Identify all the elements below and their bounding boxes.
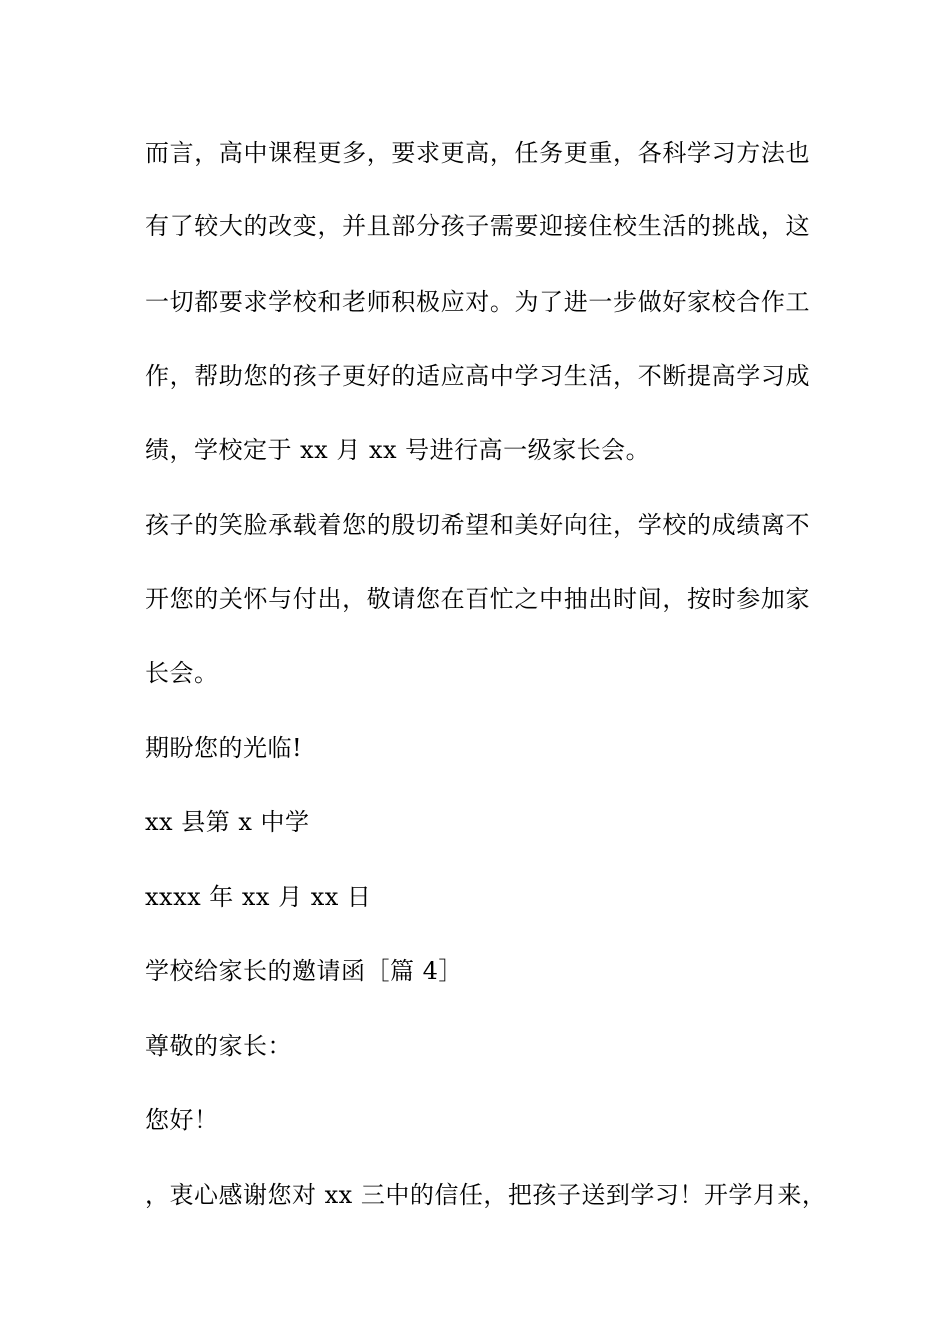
paragraph-line: 一切都要求学校和老师积极应对。为了进一步做好家校合作工 (145, 288, 810, 316)
paragraph-line: 作，帮助您的孩子更好的适应高中学习生活，不断提高学习成 (145, 362, 810, 390)
signature-school: xx 县第 x 中学 (145, 808, 310, 836)
paragraph-line: ，衷心感谢您对 xx 三中的信任，把孩子送到学习！开学月来， (145, 1181, 827, 1209)
paragraph-line: 长会。 (145, 659, 219, 687)
paragraph-line: 有了较大的改变，并且部分孩子需要迎接住校生活的挑战，这 (145, 212, 810, 240)
section-heading: 学校给家长的邀请函［篇 4］ (145, 957, 463, 985)
signature-date: xxxx 年 xx 月 xx 日 (145, 883, 372, 911)
salutation: 尊敬的家长： (145, 1032, 292, 1060)
paragraph-line: 绩，学校定于 xx 月 xx 号进行高一级家长会。 (145, 436, 651, 464)
paragraph-line: 开您的关怀与付出，敬请您在百忙之中抽出时间，按时参加家 (145, 585, 810, 613)
closing-line: 期盼您的光临! (145, 734, 303, 762)
paragraph-line: 而言，高中课程更多，要求更高，任务更重，各科学习方法也 (145, 139, 810, 167)
paragraph-line: 孩子的笑脸承载着您的殷切希望和美好向往，学校的成绩离不 (145, 511, 810, 539)
greeting: 您好！ (145, 1106, 219, 1134)
